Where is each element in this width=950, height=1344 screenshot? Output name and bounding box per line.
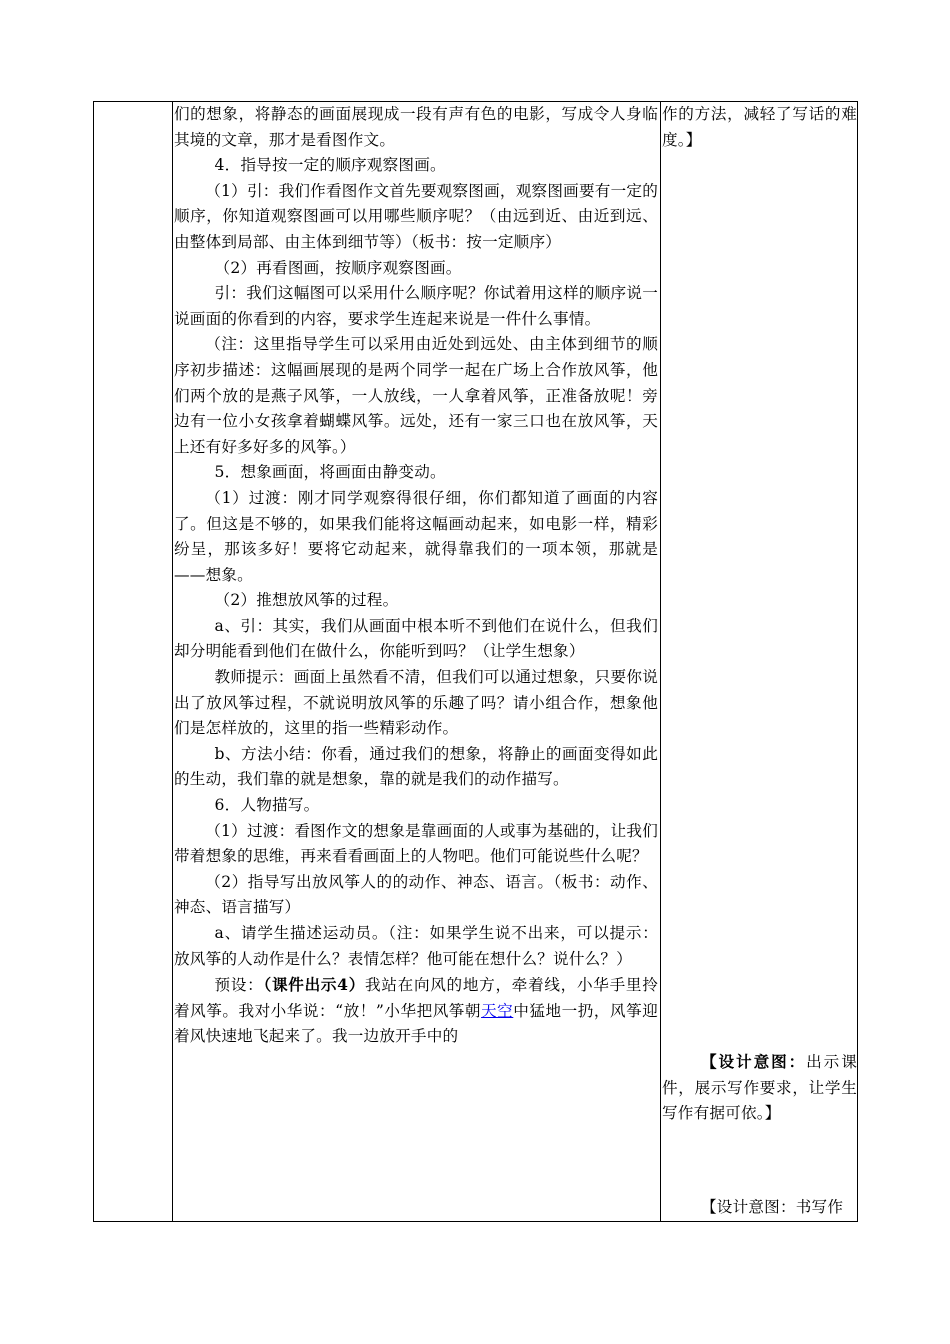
paragraph: b、方法小结：你看，通过我们的想象，将静止的画面变得如此的生动，我们靠的就是想象，靠的就是我们的动作描写。: [174, 744, 658, 789]
preset-after-link: 中猛地一扔，风筝迎着风快速地飞起来了。我一边放开手中的: [174, 1001, 658, 1046]
paragraph: （1）引：我们作看图作文首先要观察图画，观察图画要有一定的顺序，你知道观察图画可以用哪些顺序呢？（由远到近、由近到远、由整体到局部、由主体到细节等）（板书：按一定顺序）: [174, 181, 658, 251]
column-divider-left: [172, 102, 173, 1221]
paragraph: a、引：其实，我们从画面中根本听不到他们在说什么，但我们却分明能看到他们在做什么，你能听到吗？（让学生想象）: [174, 616, 658, 661]
paragraph: 引：我们这幅图可以采用什么顺序呢？你试着用这样的顺序说一说画面的你看到的内容，要求学生连起来说是一件什么事情。: [174, 284, 658, 328]
preset-paragraph: [174, 972, 658, 1050]
paragraph: 6．人物描写。: [214, 796, 320, 815]
design-note-2-body: 出示课件，展示写作要求，让学生写作有据可依。】: [662, 1053, 857, 1123]
paragraph: （2）再看图画，按顺序观察图画。: [214, 258, 462, 277]
paragraph: （注：这里指导学生可以采用由近处到远处、由主体到细节的顺序初步描述：这幅画展现的是两个同学一起在广场上合作放风筝，他们两个放的是燕子风筝，一人放线，一人拿着风筝，正准备放呢！旁边有一位小女孩拿着蝴蝶风筝。远处，还有一家三口也在放风筝，天上还有好多好多的风筝。）: [174, 335, 658, 456]
paragraph: （2）指导写出放风筝人的的动作、神态、语言。（板书：动作、神态、语言描写）: [174, 872, 658, 917]
paragraph: 5．想象画面，将画面由静变动。: [214, 463, 446, 482]
preset-bold: （课件出示4）: [263, 975, 366, 995]
design-note-1: [662, 102, 857, 153]
column-divider-right: [660, 102, 661, 1221]
preset-link[interactable]: 天空: [481, 1001, 514, 1020]
design-note-1-text: 作的方法，减轻了写话的难度。】: [662, 105, 857, 149]
design-note-2-label: 【设计意图：: [701, 1052, 807, 1071]
preset-before-link: 我站在向风的地方，牵着线，小华手里拎着风筝。我对小华说：“放！”小华把风筝朝: [174, 976, 658, 1020]
paragraph: 4．指导按一定的顺序观察图画。: [214, 156, 446, 175]
lesson-plan-table: [93, 101, 858, 1222]
preset-lead: 预设：: [214, 976, 264, 995]
teaching-process-column: [174, 102, 658, 1050]
paragraph: a、请学生描述运动员。（注：如果学生说不出来，可以提示：放风筝的人动作是什么？表情怎样？他可能在想什么？说什么？）: [174, 924, 658, 968]
design-note-2: [662, 1049, 857, 1127]
design-note-3: [662, 1195, 857, 1221]
paragraph: 们的想象，将静态的画面展现成一段有声有色的电影，写成令人身临其境的文章，那才是看图作文。: [174, 105, 658, 149]
paragraph: （2）推想放风筝的过程。: [214, 591, 399, 610]
design-note-3-text: 【设计意图：书写作: [701, 1198, 844, 1216]
paragraph: （1）过渡：看图作文的想象是靠画面的人或事为基础的，让我们带着想象的思维，再来看看画面上的人物吧。他们可能说些什么呢？: [174, 821, 658, 866]
design-note-2-text: [662, 1049, 857, 1127]
paragraph: （1）过渡：刚才同学观察得很仔细，你们都知道了画面的内容了。但这是不够的，如果我们能将这幅画动起来，如电影一样，精彩纷呈，那该多好！要将它动起来，就得靠我们的一项本领，那就是——想象。: [174, 488, 658, 584]
paragraph: 教师提示：画面上虽然看不清，但我们可以通过想象，只要你说出了放风筝过程，不就说明放风筝的乐趣了吗？请小组合作，想象他们是怎样放的，这里的指一些精彩动作。: [174, 668, 658, 738]
